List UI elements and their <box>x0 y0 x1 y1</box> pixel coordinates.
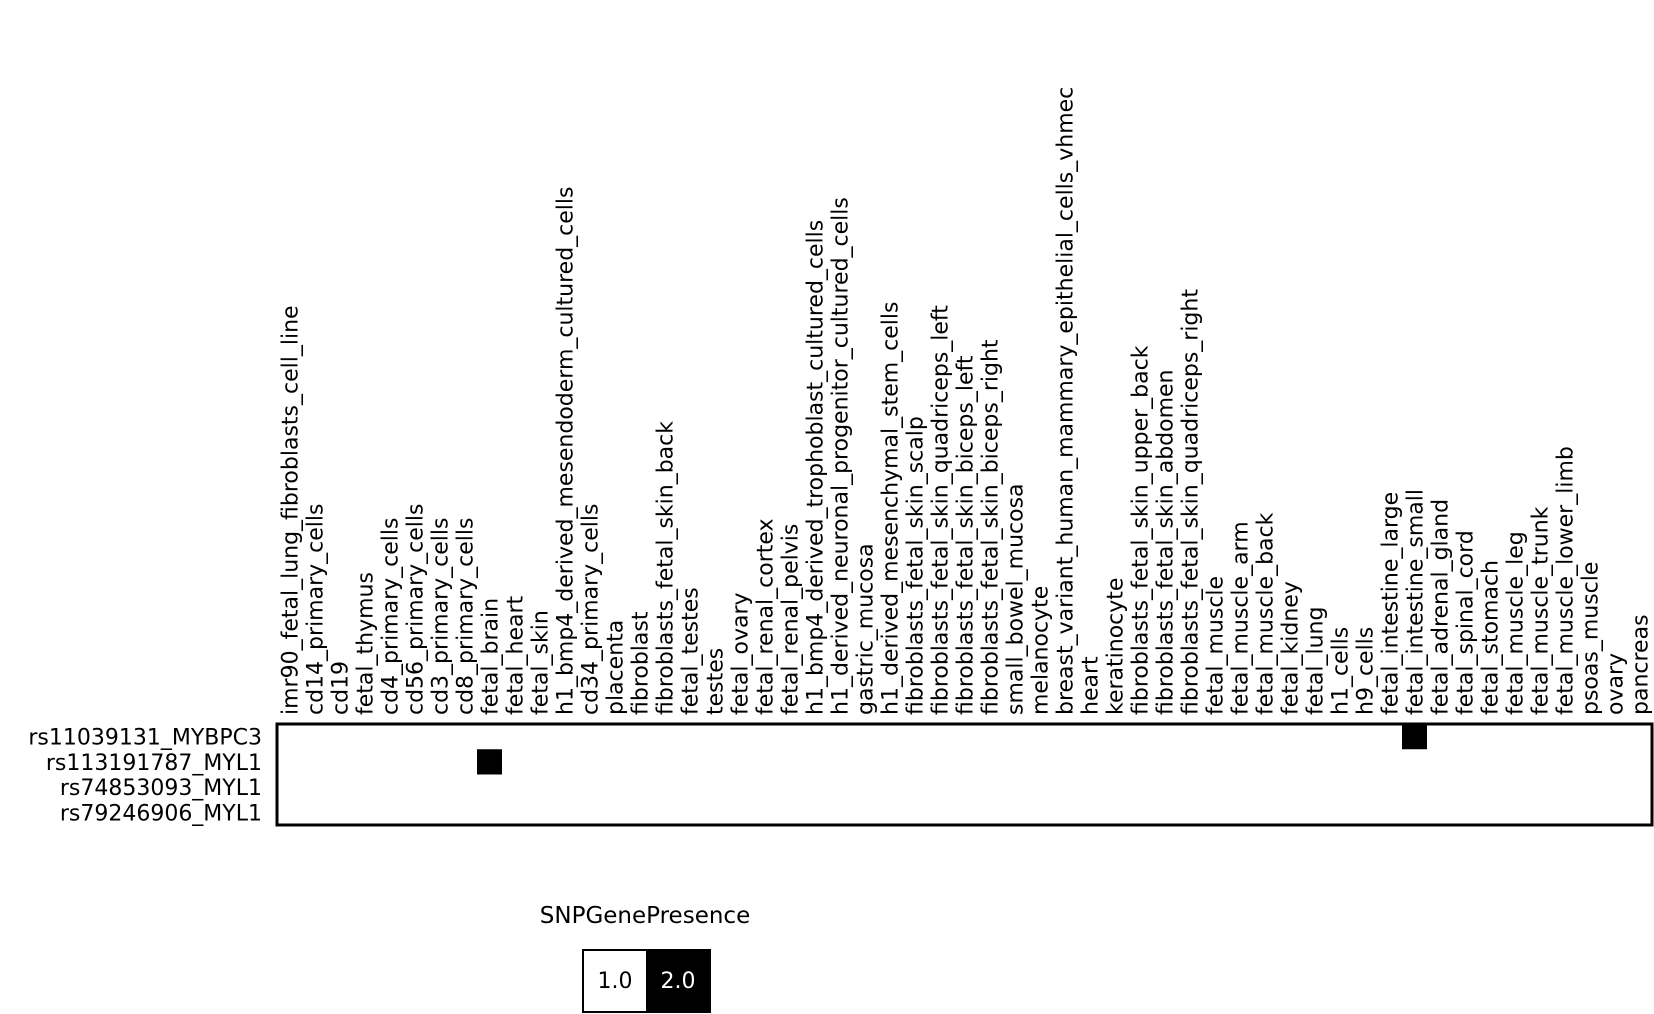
column-label-fibroblasts-fetal-skin-quadriceps-left: fibroblasts_fetal_skin_quadriceps_left <box>928 305 954 715</box>
heatmap-cell-rs11039131-mybpc3-fetal-intestine-small <box>1402 724 1427 749</box>
column-label-fibroblasts-fetal-skin-scalp: fibroblasts_fetal_skin_scalp <box>903 416 929 715</box>
row-label-rs11039131-mybpc3: rs11039131_MYBPC3 <box>28 725 262 751</box>
column-label-small-bowel-mucosa: small_bowel_mucosa <box>1003 483 1029 715</box>
column-label-fetal-muscle-leg: fetal_muscle_leg <box>1503 531 1529 715</box>
column-label-fetal-intestine-small: fetal_intestine_small <box>1403 489 1429 715</box>
column-label-cd56-primary-cells: cd56_primary_cells <box>403 503 429 715</box>
column-label-fetal-testes: fetal_testes <box>678 587 704 715</box>
column-label-fibroblasts-fetal-skin-abdomen: fibroblasts_fetal_skin_abdomen <box>1153 369 1179 715</box>
column-label-breast-variant-human-mammary-epithelial-cells-vhmec: breast_variant_human_mammary_epithelial_cells_vhmec <box>1053 86 1079 715</box>
column-label-cd14-primary-cells: cd14_primary_cells <box>303 503 329 715</box>
column-label-pancreas: pancreas <box>1628 614 1654 715</box>
column-label-fibroblasts-fetal-skin-biceps-right: fibroblasts_fetal_skin_biceps_right <box>978 339 1004 715</box>
column-label-cd3-primary-cells: cd3_primary_cells <box>428 517 454 715</box>
heatmap-cell-rs113191787-myl1-fetal-brain <box>477 749 502 774</box>
column-label-fibroblasts-fetal-skin-quadriceps-right: fibroblasts_fetal_skin_quadriceps_right <box>1178 289 1204 715</box>
row-label-rs79246906-myl1: rs79246906_MYL1 <box>59 801 262 827</box>
column-label-fibroblast: fibroblast <box>628 611 654 715</box>
column-label-fetal-skin: fetal_skin <box>528 610 554 715</box>
column-label-fibroblasts-fetal-skin-back: fibroblasts_fetal_skin_back <box>653 421 679 715</box>
column-label-cd19: cd19 <box>328 660 354 715</box>
column-label-fetal-kidney: fetal_kidney <box>1278 581 1304 715</box>
column-label-fetal-stomach: fetal_stomach <box>1478 560 1504 715</box>
column-label-h1-bmp4-derived-mesendoderm-cultured-cells: h1_bmp4_derived_mesendoderm_cultured_cells <box>553 186 579 715</box>
column-label-keratinocyte: keratinocyte <box>1103 577 1129 715</box>
column-label-h1-derived-neuronal-progenitor-cultured-cells: h1_derived_neuronal_progenitor_cultured_cells <box>828 197 854 715</box>
column-label-fetal-intestine-large: fetal_intestine_large <box>1378 491 1404 715</box>
column-label-fetal-muscle-back: fetal_muscle_back <box>1253 512 1279 715</box>
column-label-h1-derived-mesenchymal-stem-cells: h1_derived_mesenchymal_stem_cells <box>878 301 904 715</box>
column-label-fetal-muscle-lower-limb: fetal_muscle_lower_limb <box>1553 446 1579 715</box>
column-label-h9-cells: h9_cells <box>1353 626 1379 715</box>
column-label-cd4-primary-cells: cd4_primary_cells <box>378 517 404 715</box>
column-label-fetal-spinal-cord: fetal_spinal_cord <box>1453 530 1479 715</box>
column-label-psoas-muscle: psoas_muscle <box>1578 561 1604 715</box>
column-label-testes: testes <box>703 647 729 715</box>
column-label-fetal-lung: fetal_lung <box>1303 606 1329 715</box>
column-label-fetal-muscle: fetal_muscle <box>1203 575 1229 715</box>
column-label-fetal-brain: fetal_brain <box>478 597 504 715</box>
column-label-imr90-fetal-lung-fibroblasts-cell-line: imr90_fetal_lung_fibroblasts_cell_line <box>278 305 304 715</box>
row-label-rs74853093-myl1: rs74853093_MYL1 <box>59 776 262 802</box>
column-label-h1-cells: h1_cells <box>1328 626 1354 715</box>
column-label-fibroblasts-fetal-skin-biceps-left: fibroblasts_fetal_skin_biceps_left <box>953 355 979 715</box>
column-label-cd8-primary-cells: cd8_primary_cells <box>453 517 479 715</box>
column-label-h1-bmp4-derived-trophoblast-cultured-cells: h1_bmp4_derived_trophoblast_cultured_cells <box>803 219 829 715</box>
column-label-fetal-renal-cortex: fetal_renal_cortex <box>753 518 779 715</box>
column-label-placenta: placenta <box>603 619 629 715</box>
column-label-fetal-adrenal-gland: fetal_adrenal_gland <box>1428 498 1454 715</box>
column-label-gastric-mucosa: gastric_mucosa <box>853 543 879 715</box>
row-label-rs113191787-myl1: rs113191787_MYL1 <box>45 750 262 776</box>
column-label-heart: heart <box>1078 656 1104 715</box>
legend <box>582 949 711 1013</box>
column-label-cd34-primary-cells: cd34_primary_cells <box>578 503 604 715</box>
column-label-fetal-muscle-trunk: fetal_muscle_trunk <box>1528 506 1554 715</box>
column-label-fetal-heart: fetal_heart <box>503 595 529 715</box>
legend-title: SNPGenePresence <box>539 903 751 929</box>
legend-entry-1-0: 1.0 <box>584 951 647 1011</box>
legend-entry-2-0: 2.0 <box>647 951 709 1011</box>
column-label-fetal-renal-pelvis: fetal_renal_pelvis <box>778 523 804 715</box>
column-label-fibroblasts-fetal-skin-upper-back: fibroblasts_fetal_skin_upper_back <box>1128 345 1154 715</box>
column-label-fetal-thymus: fetal_thymus <box>353 572 379 715</box>
column-label-melanocyte: melanocyte <box>1028 585 1054 715</box>
column-label-fetal-ovary: fetal_ovary <box>728 592 754 715</box>
column-label-ovary: ovary <box>1603 652 1629 715</box>
column-label-fetal-muscle-arm: fetal_muscle_arm <box>1228 521 1254 715</box>
